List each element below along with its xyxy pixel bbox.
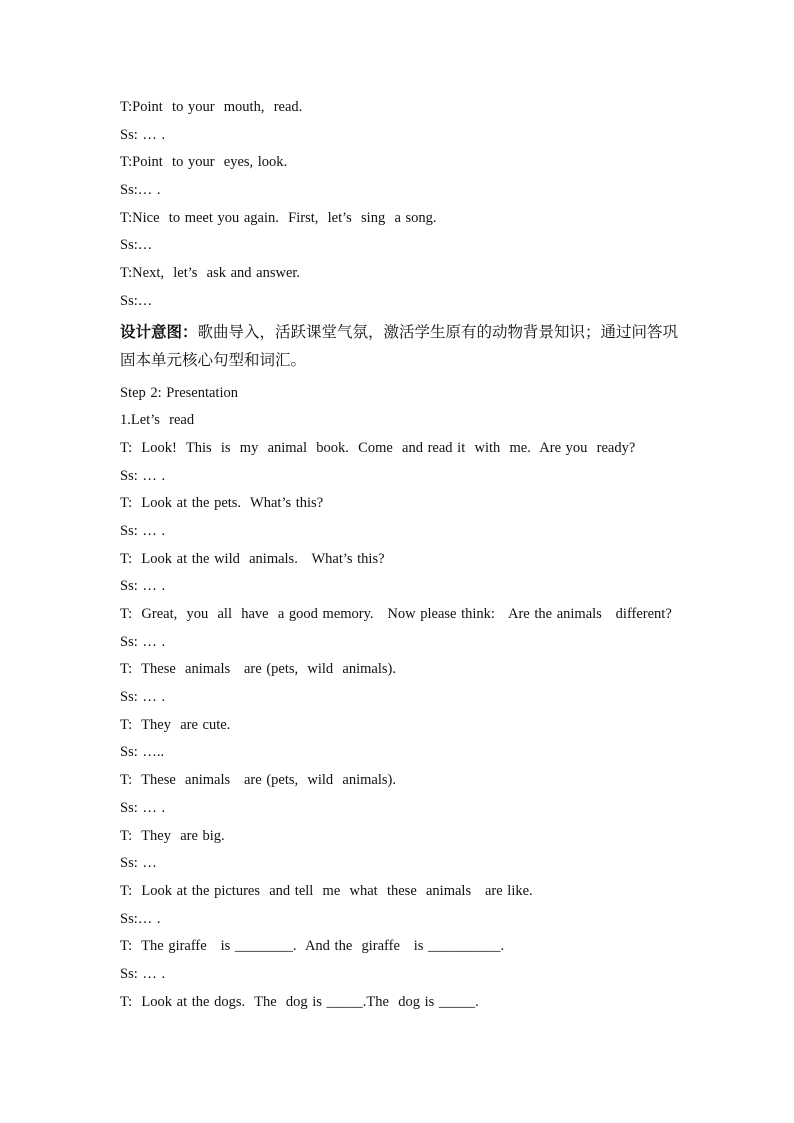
script-line: Ss: … . xyxy=(120,467,166,484)
lesson-script xyxy=(120,94,690,1016)
script-line: T:Point to your eyes, look. xyxy=(120,154,288,171)
script-line: Ss:… xyxy=(120,237,153,254)
script-line: Ss: … . xyxy=(120,126,166,143)
script-line: T: Look! This is my animal book. Come and read it with me. Are you ready? xyxy=(120,439,636,456)
script-line: Ss:… xyxy=(120,292,153,309)
script-line: T: Look at the dogs. The dog is _____.The dog is _____. xyxy=(120,993,479,1010)
script-line: T: Look at the wild animals. What’s this? xyxy=(120,550,385,567)
script-line: Ss: … . xyxy=(120,578,166,595)
script-line: Ss: … . xyxy=(120,799,166,816)
script-line: Ss: … . xyxy=(120,965,166,982)
script-line: Ss: ….. xyxy=(120,744,165,761)
script-line: T:Next, let’s ask and answer. xyxy=(120,265,301,282)
script-line: Ss: … xyxy=(120,855,157,872)
script-line: Ss:… . xyxy=(120,910,161,927)
script-line: T: They are big. xyxy=(120,827,225,844)
subsection-heading: 1.Let’s read xyxy=(120,412,195,429)
section-heading: Step 2: Presentation xyxy=(120,384,238,401)
script-line: Ss:… . xyxy=(120,182,161,199)
script-line: T: These animals are (pets, wild animals). xyxy=(120,661,396,678)
script-line: T: The giraffe is ________. And the giraffe is __________. xyxy=(120,938,505,955)
design-intent-note xyxy=(120,318,690,374)
script-line: Ss: … . xyxy=(120,522,166,539)
script-line: Ss: … . xyxy=(120,633,166,650)
script-line: T: Great, you all have a good memory. Now please think: Are the animals different? xyxy=(120,606,672,622)
design-intent-label: 设计意图： xyxy=(120,322,198,341)
script-line: T:Point to your mouth, read. xyxy=(120,99,303,115)
script-line: T: Look at the pictures and tell me what these animals are like. xyxy=(120,882,533,899)
script-line: T: These animals are (pets, wild animals). xyxy=(120,772,396,789)
script-line: T: Look at the pets. What’s this? xyxy=(120,495,324,512)
script-line: T: They are cute. xyxy=(120,716,231,733)
script-line: T:Nice to meet you again. First, let’s sing a song. xyxy=(120,209,437,226)
design-intent-text: 歌曲导入，活跃课堂气氛，激活学生原有的动物背景知识；通过问答巩固本单元核心句型和词汇。 xyxy=(120,322,679,369)
script-line: Ss: … . xyxy=(120,689,166,706)
